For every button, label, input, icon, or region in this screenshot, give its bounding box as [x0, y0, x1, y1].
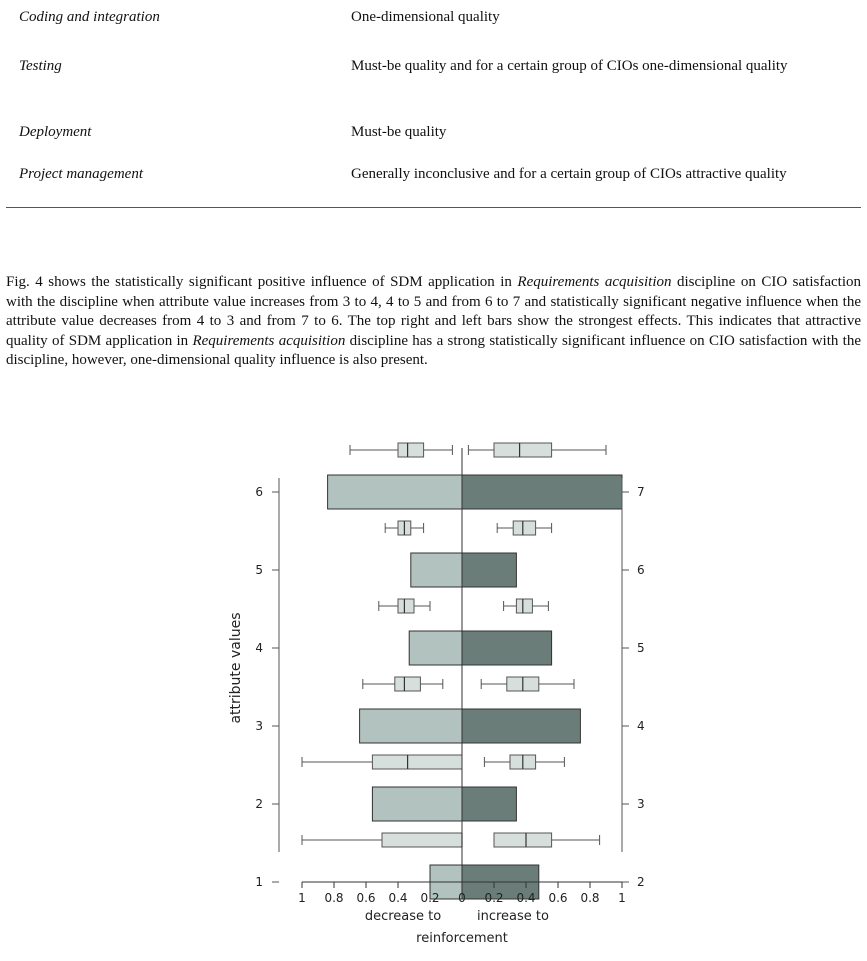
box-iqr: [395, 677, 421, 691]
increase-bar: [462, 709, 580, 743]
x-axis-tick-label: 1: [618, 891, 626, 905]
box-iqr: [398, 443, 424, 457]
box-iqr: [494, 443, 552, 457]
x-axis-tick-label: 0.8: [324, 891, 344, 905]
box-iqr: [372, 755, 462, 769]
decrease-bar: [409, 631, 462, 665]
x-axis-tick-label: 0.6: [356, 891, 376, 905]
right-axis-tick-label: 5: [637, 641, 645, 655]
left-axis-tick-label: 5: [255, 563, 263, 577]
box-iqr: [398, 599, 414, 613]
table-cell-discipline: Project management: [19, 166, 143, 182]
right-axis-tick-label: 6: [637, 563, 645, 577]
increase-bar: [462, 553, 516, 587]
x-axis-tick-label: 0.4: [516, 891, 536, 905]
table-cell-quality: One-dimensional quality: [351, 9, 500, 25]
box-iqr: [516, 599, 532, 613]
x-axis-tick-label: 0: [458, 891, 466, 905]
x-axis-tick-label: 0.4: [388, 891, 408, 905]
paragraph-italic: Requirements acquisition: [517, 274, 672, 290]
box-iqr: [513, 521, 535, 535]
increase-bar: [462, 787, 516, 821]
x-axis-label: reinforcement: [416, 931, 508, 946]
table-cell-discipline: Deployment: [19, 124, 92, 140]
left-axis-tick-label: 2: [255, 797, 263, 811]
right-axis-tick-label: 2: [637, 875, 645, 889]
box-iqr: [382, 833, 462, 847]
paragraph-text: discipline on CIO satisfaction with the discipline when attribute value increases from 3 to 4, 4 to 5 and from 6 to 7 and statistically significant negative influence when the attribute value decreases from 4 to 3 and from 7 to 6. The top right and left bars show the strongest effects. This indicates that attractive quality of SDM application in: [6, 274, 861, 349]
decrease-bar: [328, 475, 462, 509]
left-axis-tick-label: 4: [255, 641, 263, 655]
x-right-label: increase to: [477, 909, 549, 924]
x-axis-tick-label: 0.8: [580, 891, 600, 905]
increase-bar: [462, 475, 622, 509]
paragraph-italic: Requirements acquisition: [192, 332, 346, 349]
decrease-bar: [372, 787, 462, 821]
x-axis-tick-label: 0.6: [548, 891, 568, 905]
decrease-bar: [360, 709, 462, 743]
right-axis-tick-label: 7: [637, 485, 645, 499]
increase-bar: [462, 631, 552, 665]
y-axis-label: attribute values: [228, 612, 244, 724]
table-cell-quality: Must-be quality and for a certain group of CIOs one-dimensional quality: [351, 58, 788, 74]
right-axis-tick-label: 4: [637, 719, 645, 733]
x-axis-tick-label: 0.2: [484, 891, 504, 905]
table-cell-discipline: Testing: [19, 58, 62, 74]
left-axis-tick-label: 3: [255, 719, 263, 733]
table-cell-discipline: Coding and integration: [19, 9, 160, 25]
x-axis-tick-label: 0.2: [420, 891, 440, 905]
paragraph-text: Fig. 4 shows the statistically significant positive influence of SDM application in: [6, 274, 518, 290]
table-cell-quality: Generally inconclusive and for a certain group of CIOs attractive quality: [351, 166, 787, 182]
box-iqr: [494, 833, 552, 847]
paragraph-text: discipline has a strong statistically significant influence on CIO satisfaction with the discipline, however, one-dimensional quality influence is also present.: [6, 332, 861, 369]
x-axis-tick-label: 1: [298, 891, 306, 905]
left-axis-tick-label: 1: [255, 875, 263, 889]
right-axis-tick-label: 3: [637, 797, 645, 811]
decrease-bar: [411, 553, 462, 587]
x-left-label: decrease to: [364, 909, 442, 924]
left-axis-tick-label: 6: [255, 485, 263, 499]
table-cell-quality: Must-be quality: [351, 124, 447, 140]
